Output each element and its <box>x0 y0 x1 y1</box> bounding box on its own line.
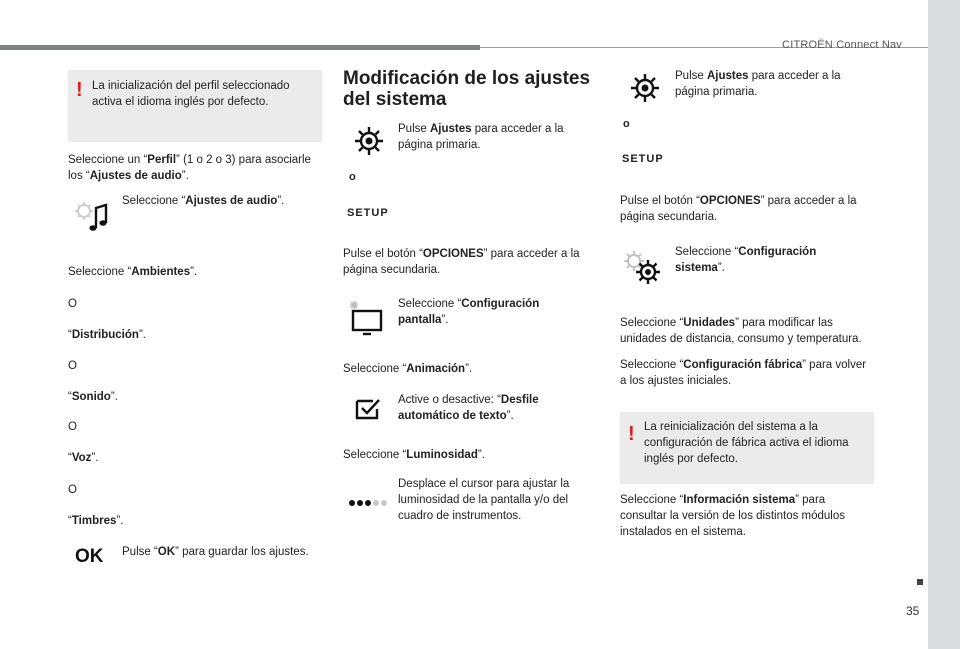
audio-settings-text: Seleccione “Ajustes de audio”. <box>122 195 285 207</box>
section-heading: Modificación de los ajustes del sistema <box>343 68 591 110</box>
pulse-ajustes-text: Pulse Ajustes para acceder a la página primaria. <box>675 70 841 98</box>
fabrica-text: Seleccione “Configuración fábrica” para volver a los ajustes iniciales. <box>620 359 867 387</box>
setup-button-label: SETUP <box>622 153 664 165</box>
gear-icon <box>352 124 386 163</box>
ok-button-label: OK <box>75 546 104 567</box>
or-separator: O <box>68 421 77 433</box>
screen-brightness-icon <box>344 300 384 341</box>
opciones-text: Pulse el botón “OPCIONES” para acceder a la página secundaria. <box>343 248 580 276</box>
page-header-title: CITROËN Connect Nav <box>782 39 902 51</box>
option-timbres: “Timbres”. <box>68 515 124 527</box>
or-label: o <box>349 171 356 183</box>
setup-button-label: SETUP <box>347 207 389 219</box>
config-sistema-text: Seleccione “Configuración sistema”. <box>675 246 817 274</box>
warning-icon: ! <box>76 79 83 101</box>
or-separator: O <box>68 298 77 310</box>
warning-note-text: La reinicialización del sistema a la configuración de fábrica activa el idioma inglés por defecto. <box>644 421 849 465</box>
checkbox-icon <box>354 396 384 427</box>
animacion-text: Seleccione “Animación”. <box>343 363 473 375</box>
page-end-marker <box>917 579 923 585</box>
ok-text: Pulse “OK” para guardar los ajustes. <box>122 546 309 558</box>
or-label: o <box>623 118 630 130</box>
option-sonido: “Sonido”. <box>68 391 118 403</box>
config-pantalla-text: Seleccione “Configuración pantalla”. <box>398 298 540 326</box>
page-side-strip <box>928 0 960 649</box>
desfile-text: Active o desactive: “Desfile automático de texto”. <box>398 394 539 422</box>
option-voz: “Voz”. <box>68 452 99 464</box>
system-settings-icon <box>621 248 665 293</box>
gear-icon <box>628 71 662 110</box>
warning-icon: ! <box>628 423 635 445</box>
or-separator: O <box>68 360 77 372</box>
opciones-text: Pulse el botón “OPCIONES” para acceder a la página secundaria. <box>620 195 857 223</box>
warning-note-text: La inicialización del perfil seleccionado activa el idioma inglés por defecto. <box>92 80 290 108</box>
option-distribucion: “Distribución”. <box>68 329 146 341</box>
profile-paragraph: Seleccione un “Perfil” (1 o 2 o 3) para asociarle los “Ajustes de audio”. <box>68 154 311 182</box>
cursor-text: Desplace el cursor para ajustar la luminosidad de la pantalla y/o del cuadro de instrumentos. <box>398 478 570 522</box>
pulse-ajustes-text: Pulse Ajustes para acceder a la página primaria. <box>398 123 564 151</box>
brightness-slider-icon <box>348 496 388 515</box>
unidades-text: Seleccione “Unidades” para modificar las unidades de distancia, consumo y temperatura. <box>620 317 862 345</box>
luminosidad-text: Seleccione “Luminosidad”. <box>343 449 485 461</box>
info-sistema-text: Seleccione “Información sistema” para consultar la versión de los distintos módulos instalados en el sistema. <box>620 494 846 538</box>
header-rule-dark <box>0 45 480 50</box>
page-number: 35 <box>906 604 920 618</box>
or-separator: O <box>68 484 77 496</box>
ambientes-text: Seleccione “Ambientes”. <box>68 266 198 278</box>
audio-settings-icon <box>72 198 112 239</box>
warning-note-factory <box>620 412 874 484</box>
warning-note-profile <box>68 70 322 142</box>
